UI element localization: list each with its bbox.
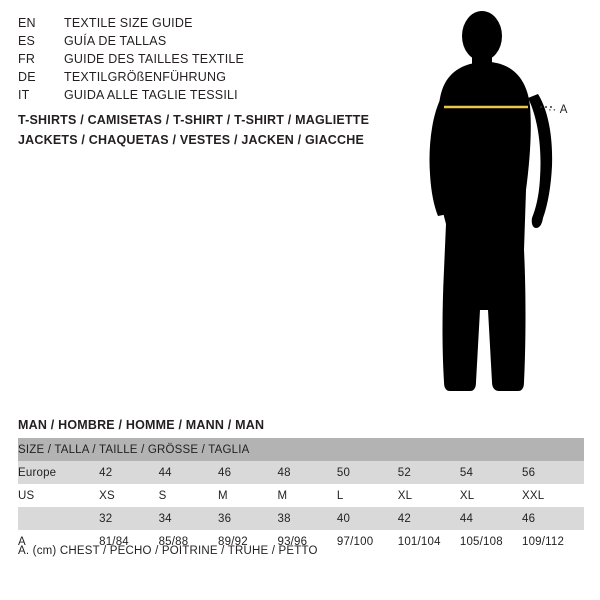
product-heading-tshirts: T-SHIRTS / CAMISETAS / T-SHIRT / T-SHIRT / MAGLIETTE: [18, 113, 370, 127]
legend-row: [18, 32, 418, 50]
table-cell: 44: [459, 512, 474, 525]
table-cell: 46: [218, 466, 232, 479]
table-cell: L: [336, 489, 344, 502]
table-cell: 36: [218, 512, 232, 525]
table-cell: 93/96: [277, 535, 308, 548]
row-label: [18, 507, 99, 530]
legend-row: [18, 86, 418, 104]
table-cell: 42: [397, 512, 411, 525]
table-cell: 40: [336, 512, 351, 525]
table-row: [18, 484, 584, 507]
figure-body: [437, 62, 531, 391]
table-cell: XL: [397, 489, 413, 502]
figure-head: [462, 11, 502, 61]
product-heading-jackets: JACKETS / CHAQUETAS / VESTES / JACKEN / GIACCHE: [18, 133, 365, 147]
legend-language-code: ES: [18, 34, 36, 48]
table-cell: 101/104: [397, 535, 441, 548]
legend-row: [18, 14, 418, 32]
row-label: Europe: [18, 466, 57, 479]
language-legend: [18, 14, 418, 104]
legend-language-text: GUIDA ALLE TAGLIE TESSILI: [64, 88, 238, 102]
legend-row: [18, 68, 418, 86]
table-cell: XS: [99, 489, 115, 502]
table-cell: 32: [99, 512, 113, 525]
legend-language-code: EN: [18, 16, 36, 30]
table-cell: 54: [459, 466, 474, 479]
legend-language-text: TEXTILE SIZE GUIDE: [64, 16, 193, 30]
table-cell: 46: [521, 512, 536, 525]
table-cell: 81/84: [99, 535, 129, 548]
table-cell: 48: [277, 466, 291, 479]
measure-label-a: ·· A: [548, 104, 568, 116]
table-cell: 52: [397, 466, 411, 479]
table-cell: 109/112: [521, 535, 565, 548]
table-cell: M: [277, 489, 288, 502]
table-cell: XL: [459, 489, 475, 502]
table-row: [18, 507, 584, 530]
table-cell: M: [218, 489, 228, 502]
legend-language-code: FR: [18, 52, 36, 66]
legend-language-code: DE: [18, 70, 36, 84]
table-header-row: [18, 438, 584, 461]
male-silhouette-figure: [400, 10, 600, 410]
legend-language-code: IT: [18, 88, 30, 102]
table-cell: 105/108: [459, 535, 503, 548]
table-cell: 56: [521, 466, 536, 479]
table-cell: XXL: [521, 489, 545, 502]
table-cell: 38: [277, 512, 291, 525]
product-category-headings: [18, 110, 438, 150]
table-cell: 34: [158, 512, 172, 525]
footnote-chest-measurement: A. (cm) CHEST / PECHO / POITRINE / TRUHE / PETTO: [18, 545, 318, 557]
legend-language-text: GUIDE DES TAILLES TEXTILE: [64, 52, 245, 66]
table-cell: 50: [336, 466, 351, 479]
size-table: [18, 438, 584, 553]
table-cell: 44: [158, 466, 172, 479]
table-cell: 42: [99, 466, 113, 479]
table-cell: 89/92: [218, 535, 248, 548]
table-row: [18, 461, 584, 484]
table-cell: 97/100: [336, 535, 374, 548]
legend-language-text: TEXTILGRÖßENFÜHRUNG: [64, 70, 227, 84]
table-cell: 85/88: [158, 535, 189, 548]
size-table-block: [18, 418, 584, 553]
table-cell: S: [158, 489, 167, 502]
row-label: US: [18, 489, 35, 502]
legend-row: [18, 50, 418, 68]
row-label: A: [18, 535, 26, 548]
legend-language-text: GUÍA DE TALLAS: [64, 34, 167, 48]
table-header-label: SIZE / TALLA / TAILLE / GRÖSSE / TAGLIA: [18, 443, 250, 456]
table-title-man: MAN / HOMBRE / HOMME / MANN / MAN: [18, 418, 265, 432]
